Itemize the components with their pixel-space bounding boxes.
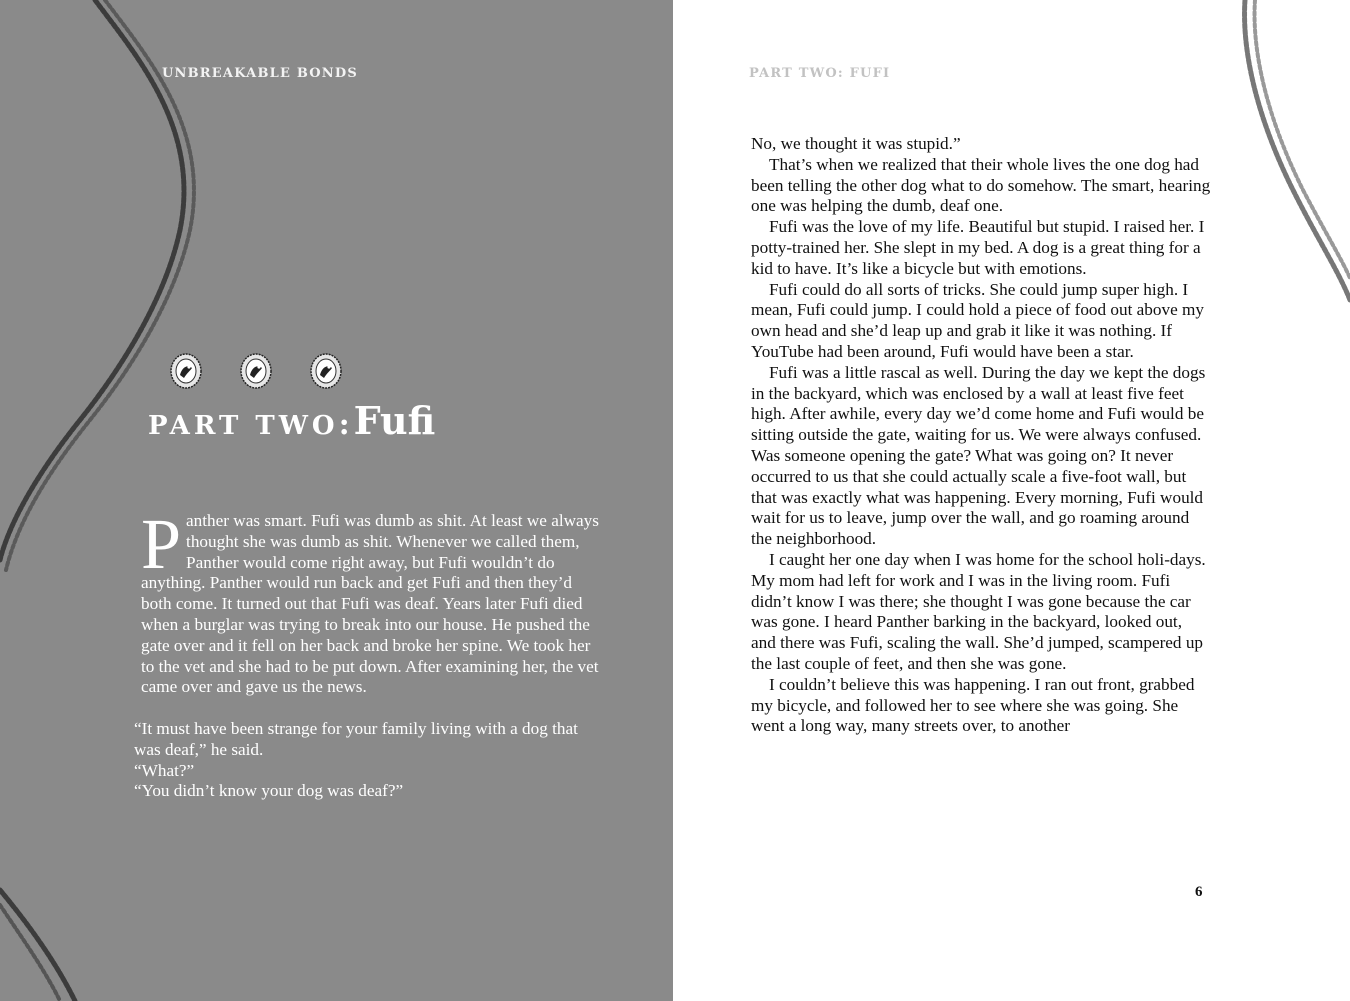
paragraph: I couldn’t believe this was happening. I ran out front, grabbed my bicycle, and followed her to see where she was going. She went a long way, many streets over, to another: [751, 674, 1195, 736]
paragraph: Fufi could do all sorts of tricks. She could jump super high. I mean, Fufi could jump. I could hold a piece of food out above my own head and she’d leap up and grab it like it was nothing. If YouTube had been around, Fufi would have been a star.: [751, 279, 1204, 361]
drop-cap: P: [141, 504, 182, 584]
part-label: PART TWO: [148, 411, 339, 441]
left-page: [0, 0, 673, 1001]
dog-medallion-icon: [308, 351, 344, 391]
dog-medallion-icon: [168, 351, 204, 391]
dog-medallion-icon: [238, 351, 274, 391]
part-colon: :: [338, 407, 350, 442]
paragraph: Fufi was a little rascal as well. During the day we kept the dogs in the backyard, which was enclosed by a wall at least five feet high. After awhile, every day we’d come home and Fufi would be sitting outside the gate, waiting for us. We were always confused. Was someone opening the gate? What was going on? It never occurred to us that she could actually scale a five-foot wall, but that was exactly what was happening. Every morning, Fufi would wait for us to leave, jump over the wall, and go roaming around the neighborhood.: [751, 362, 1206, 549]
opening-paragraph: anther was smart. Fufi was dumb as shit. At least we always thought she was dumb as shit. Whenever we called them, Panther would come right away, but Fufi wouldn’t do anything. Panther would run back and get Fufi and then they’d both come. It turned out that Fufi was deaf. Years later Fufi died when a burglar was trying to break into our house. He pushed the gate over and it fell on her back and broke her spine. We took her to the vet and she had to be put down. After examining her, the vet came over and gave us the news.: [141, 511, 599, 697]
running-head: UNBREAKABLE BONDS: [162, 66, 358, 81]
page-number: 6: [1195, 884, 1203, 900]
right-page: [673, 0, 1350, 1001]
dialogue-line: “What?”: [134, 760, 195, 780]
part-title: [148, 398, 435, 443]
paragraph: No, we thought it was stupid.”: [751, 134, 961, 153]
running-head: PART TWO: FUFI: [749, 66, 891, 81]
paragraph: Fufi was the love of my life. Beautiful but stupid. I raised her. I potty-trained her. She slept in my bed. A dog is a great thing for a kid to have. It’s like a bicycle but with emotions.: [751, 217, 1205, 278]
paragraph: That’s when we realized that their whole lives the one dog had been telling the other dog what to do somehow. The smart, hearing one was helping the dumb, deaf one.: [751, 154, 1211, 216]
dialogue-block: [134, 719, 594, 802]
ornament-row: [168, 351, 348, 393]
part-name: Fufi: [353, 398, 436, 443]
dialogue-line: “You didn’t know your dog was deaf?”: [134, 781, 404, 801]
opening-text: [141, 504, 599, 698]
chain-decoration: [0, 0, 673, 1001]
dialogue-line: “It must have been strange for your family living with a dog that was deaf,” he said.: [134, 719, 578, 759]
paragraph: I caught her one day when I was home for the school holi-days. My mom had left for work and I was in the living room. Fufi didn’t know I was there; she thought I was gone because the car was gone. I heard Panther barking in the backyard, looked out, and there was Fufi, scaling the wall. She’d jumped, scampered up the last couple of feet, and then she was gone.: [751, 549, 1206, 673]
body-text: [751, 134, 1211, 737]
